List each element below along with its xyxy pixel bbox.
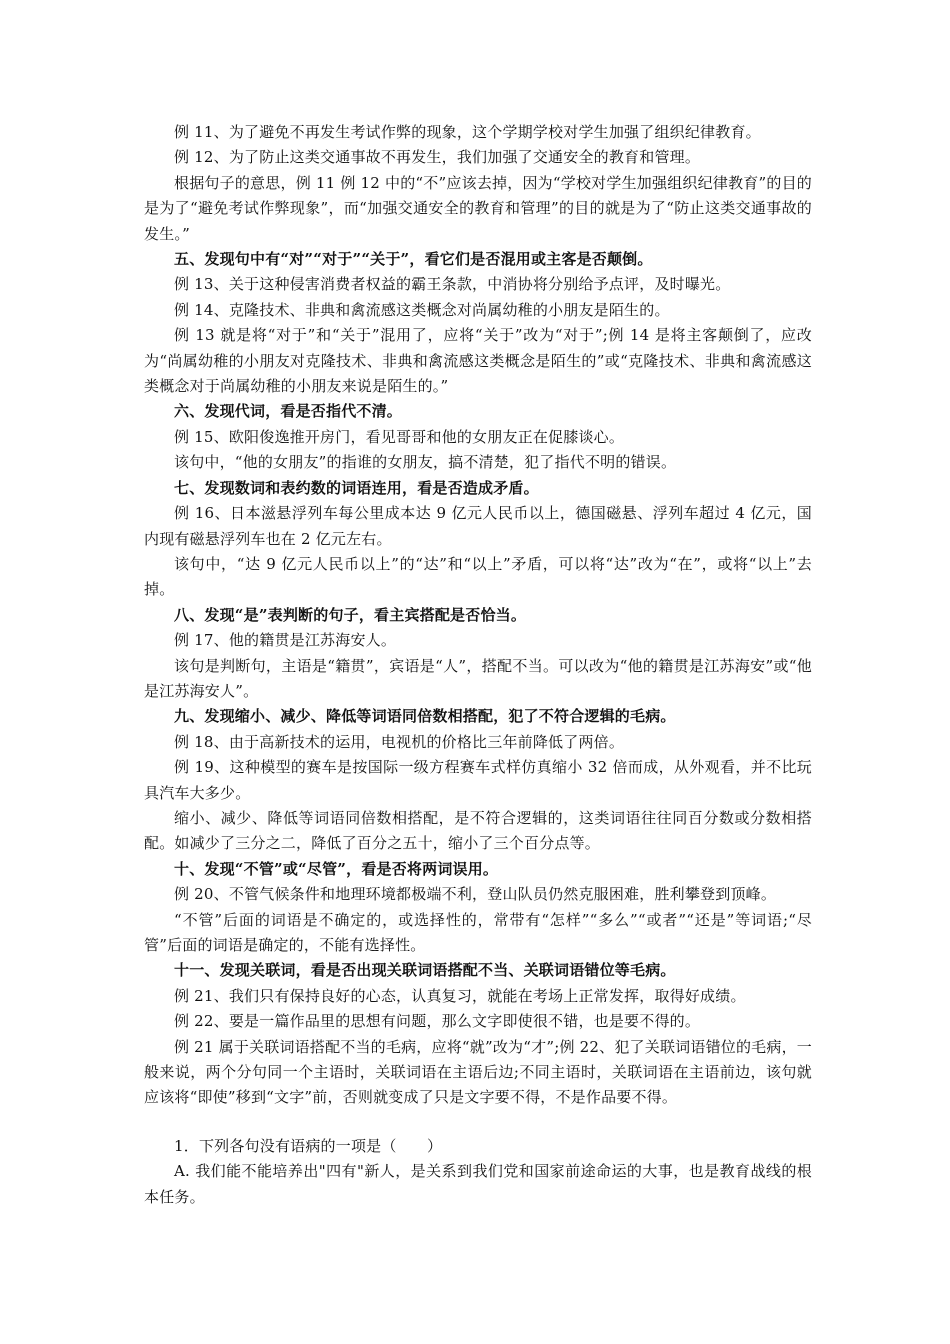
- body-paragraph: 例 17、他的籍贯是江苏海安人。: [174, 631, 397, 650]
- section-heading: 九、发现缩小、减少、降低等词语同倍数相搭配，犯了不符合逻辑的毛病。: [174, 707, 676, 726]
- section-heading: 十一、发现关联词，看是否出现关联词语搭配不当、关联词语错位等毛病。: [174, 961, 676, 980]
- body-paragraph: 例 20、不管气候条件和地理环境都极端不利，登山队员仍然克服困难，胜利攀登到顶峰。: [174, 885, 777, 904]
- body-paragraph: 例 16、日本滋悬浮列车每公里成本达 9 亿元人民币以上，德国磁悬、浮列车超过 4 亿元，国内现有磁悬浮列车也在 2 亿元左右。: [144, 504, 812, 548]
- body-paragraph: 例 21、我们只有保持良好的心态，认真复习，就能在考场上正常发挥，取得好成绩。: [174, 986, 746, 1005]
- body-paragraph: 例 13、关于这种侵害消费者权益的霸王条款，中消协将分别给予点评，及时曝光。: [174, 275, 731, 294]
- body-paragraph: 该句是判断句，主语是“籍贯”，宾语是“人”，搭配不当。可以改为“他的籍贯是江苏海安”或“他是江苏海安人”。: [144, 656, 812, 700]
- section-heading: 十、发现“不管”或“尽管”，看是否将两词误用。: [174, 859, 499, 878]
- body-paragraph: A. 我们能不能培养出"四有"新人，是关系到我们党和国家前途命运的大事，也是教育战线的根本任务。: [144, 1162, 812, 1206]
- section-heading: 八、发现“是”表判断的句子，看主宾搭配是否恰当。: [174, 605, 527, 624]
- body-paragraph: 例 15、欧阳俊逸推开房门，看见哥哥和他的女朋友正在促膝谈心。: [174, 427, 625, 446]
- blank-line: [144, 1111, 812, 1134]
- body-paragraph: 缩小、减少、降低等词语同倍数相搭配，是不符合逻辑的，这类词语往往同百分数或分数相搭配。如减少了三分之二，降低了百分之五十，缩小了三个百分点等。: [144, 808, 812, 853]
- body-paragraph: 例 14、克隆技术、非典和禽流感这类概念对尚属幼稚的小朋友是陌生的。: [174, 300, 670, 319]
- body-paragraph: 该句中，“达 9 亿元人民币以上”的“达”和“以上”矛盾，可以将“达”改为“在”，或将“以上”去掉。: [144, 554, 812, 599]
- section-heading: 六、发现代词，看是否指代不清。: [174, 402, 403, 421]
- document-body: [144, 120, 812, 1210]
- body-paragraph: 例 19、这种模型的赛车是按国际一级方程赛车式样仿真缩小 32 倍而成，从外观看，并不比玩具汽车大多少。: [144, 758, 812, 802]
- body-paragraph: “不管”后面的词语是不确定的，或选择性的，常带有“怎样”“多么”“或者”“还是”等词语;“尽管”后面的词语是确定的，不能有选择性。: [144, 910, 812, 954]
- body-paragraph: 例 18、由于高新技术的运用，电视机的价格比三年前降低了两倍。: [174, 732, 625, 751]
- body-paragraph: 例 12、为了防止这类交通事故不再发生，我们加强了交通安全的教育和管理。: [174, 148, 701, 167]
- section-heading: 五、发现句中有“对”“对于”“关于”，看它们是否混用或主客是否颠倒。: [174, 250, 653, 269]
- body-paragraph: 例 21 属于关联词语搭配不当的毛病，应将“就”改为“才”;例 22、犯了关联词语错位的毛病，一般来说，两个分句同一个主语时，关联词语在主语后边;不同主语时，关联词语在主语前边，该句就应该将“即使”移到“文字”前，否则就变成了只是文字要不得，不是作品要不得。: [144, 1037, 812, 1107]
- body-paragraph: 根据句子的意思，例 11 例 12 中的“不”应该去掉，因为“学校对学生加强组织纪律教育”的目的是为了“避免考试作弊现象”，而“加强交通安全的教育和管理”的目的就是为了“防止这类交通事故的发生。”: [144, 173, 812, 243]
- body-paragraph: 1．下列各句没有语病的一项是（ ）: [174, 1136, 443, 1155]
- section-heading: 七、发现数词和表约数的词语连用，看是否造成矛盾。: [174, 478, 539, 497]
- body-paragraph: 例 22、要是一篇作品里的思想有问题，那么文字即使很不错，也是要不得的。: [174, 1012, 701, 1031]
- body-paragraph: 例 13 就是将“对于”和“关于”混用了，应将“关于”改为“对于”;例 14 是将主客颠倒了，应改为“尚属幼稚的小朋友对克隆技术、非典和禽流感这类概念是陌生的”或“克隆技术、非典和禽流感这类概念对于尚属幼稚的小朋友来说是陌生的。”: [144, 326, 812, 396]
- body-paragraph: 该句中，“他的女朋友”的指谁的女朋友，搞不清楚，犯了指代不明的错误。: [174, 453, 677, 472]
- body-paragraph: 例 11、为了避免不再发生考试作弊的现象，这个学期学校对学生加强了组织纪律教育。: [174, 123, 761, 141]
